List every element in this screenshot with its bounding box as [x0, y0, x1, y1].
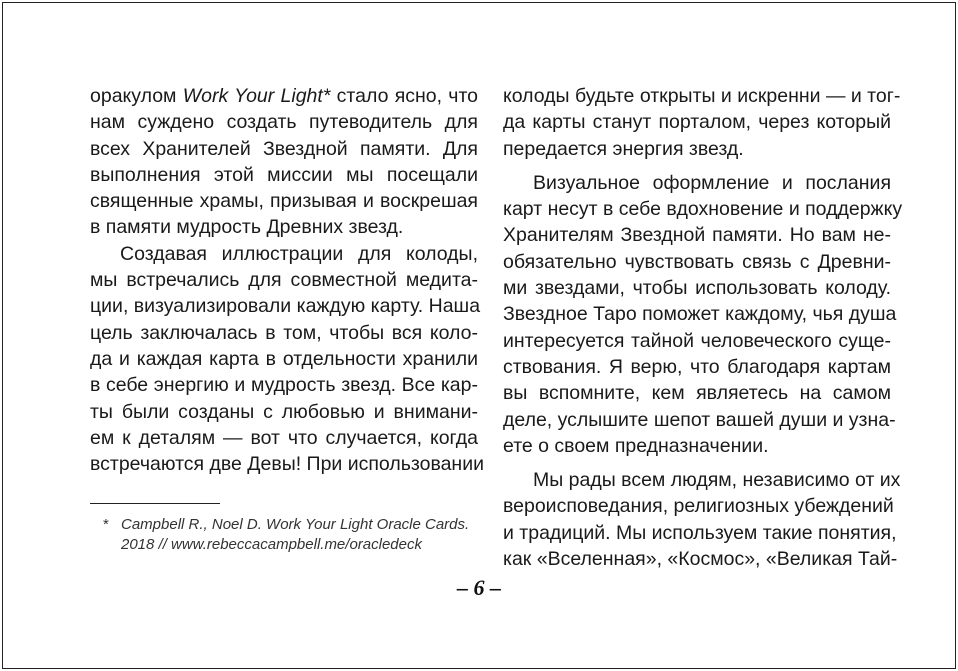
text-line: нам суждено создать путеводитель для	[90, 111, 478, 134]
text-line: ми звездами, чтобы использовать колоду.	[503, 277, 891, 300]
paragraph	[503, 170, 903, 459]
text-line: священные храмы, призывая и воскрешая	[90, 190, 478, 213]
paragraph	[90, 241, 484, 478]
text-line: ете о своем предназначении.	[503, 434, 769, 457]
text-line: Звездное Таро поможет каждому, чья душа	[503, 303, 897, 326]
text-line: Создавая иллюстрации для колоды,	[120, 242, 478, 265]
text-line: ты были созданы с любовью и внимани-	[90, 400, 478, 423]
text-line: и традиций. Мы используем такие понятия,	[503, 521, 897, 544]
text-line: Визуальное оформление и послания	[533, 171, 891, 194]
text-line: деле, услышите шепот вашей души и узна-	[503, 408, 896, 431]
text-line: вероисповедания, религиозных убеждений	[503, 495, 894, 518]
text-line: передается энергия звезд.	[503, 137, 744, 160]
text-line: обязательно чувствовать связь с Древни-	[503, 250, 891, 273]
footnote-line: Campbell R., Noel D. Work Your Light Oracle Cards.	[121, 516, 470, 533]
text-line: ствования. Я верю, что благодаря картам	[503, 355, 891, 378]
text-line: ем к деталям — вот что случается, когда	[90, 426, 478, 449]
text-line: интересуется тайной человеческого суще-	[503, 329, 891, 352]
text-line: Мы рады всем людям, независимо от их	[533, 469, 901, 492]
footnote-marker: *	[103, 516, 109, 533]
text-line: да карты станут порталом, через который	[503, 111, 891, 134]
text-line: да и каждая карта в отдельности хранили	[90, 347, 478, 370]
text-line: выполнения этой миссии мы посещали	[90, 163, 478, 186]
text-line: встречаются две Девы! При использовании	[90, 453, 484, 476]
right-column	[503, 83, 903, 572]
text-line: Хранителям Звездной памяти. Но вам не-	[503, 224, 891, 247]
footnote	[103, 515, 483, 555]
text-line: всех Хранителей Звездной памяти. Для	[90, 137, 478, 160]
paragraph	[503, 83, 901, 162]
text-line: карт несут в себе вдохновение и поддержку	[503, 198, 903, 221]
page-number: – 6 –	[457, 575, 501, 600]
emphasis-title: Work Your Light*	[182, 85, 331, 107]
text-line: ции, визуализировали каждую карту. Наша	[90, 295, 481, 318]
text-line: как «Вселенная», «Космос», «Великая Тай-	[503, 548, 898, 571]
text-line: мы встречались для совместной медита-	[90, 269, 478, 292]
book-page	[2, 2, 956, 669]
text-line: оракулом Work Your Light* стало ясно, что	[90, 85, 479, 107]
text-line: в себе энергию и мудрость звезд. Все кар-	[90, 374, 478, 397]
text-line: цель заключалась в том, чтобы вся коло-	[90, 321, 478, 344]
text-line: вы вспомните, кем являетесь на самом	[503, 382, 891, 405]
footnote-rule	[90, 503, 220, 504]
paragraph	[90, 83, 478, 241]
paragraph	[503, 467, 901, 572]
text-line: в памяти мудрость Древних звезд.	[90, 216, 404, 239]
left-column	[90, 83, 484, 477]
text-line: колоды будьте открыты и искренни — и тог-	[503, 85, 901, 107]
footnote-line: 2018 // www.rebeccacampbell.me/oracledeck	[121, 536, 422, 553]
